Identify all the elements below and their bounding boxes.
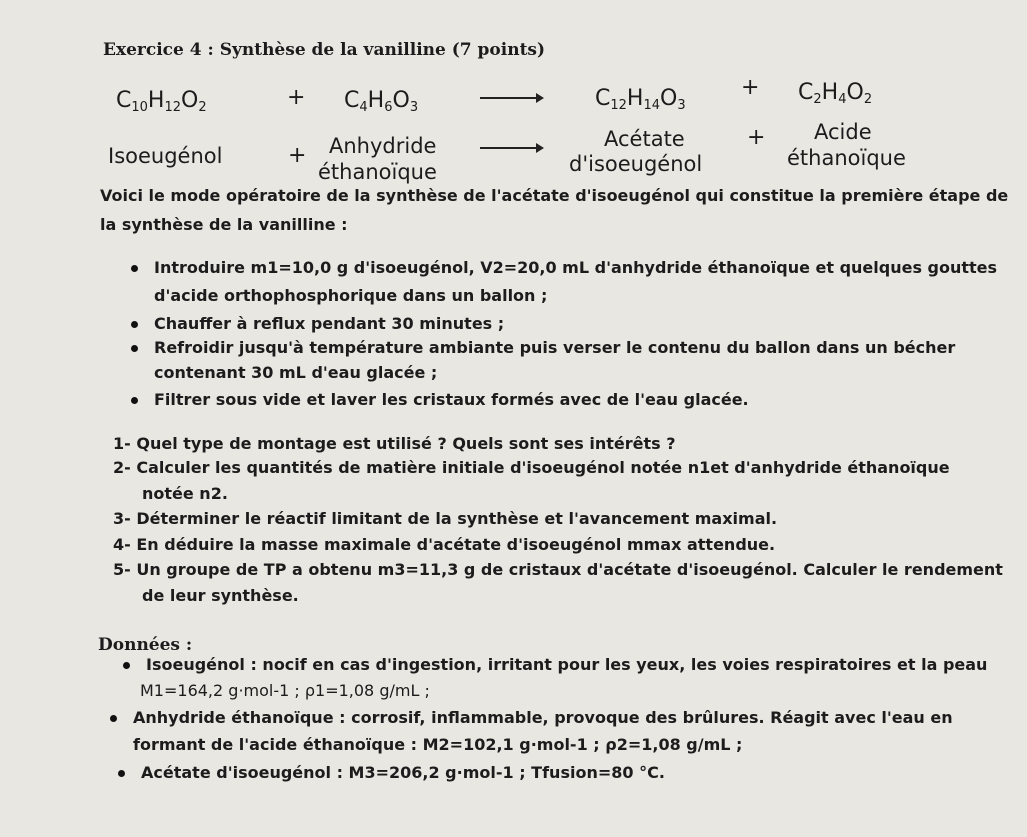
- procedure-step: Introduire m1=10,0 g d'isoeugénol, V2=20,0 mL d'anhydride éthanoïque et quelques gouttes: [154, 258, 998, 277]
- question-3: 3- Déterminer le réactif limitant de la synthèse et l'avancement maximal.: [113, 509, 778, 528]
- intro-line-1: Voici le mode opératoire de la synthèse de l'acétate d'isoeugénol qui constitue la première étape de: [100, 186, 1009, 205]
- product1-name-line1: Acétate: [604, 127, 685, 151]
- exercise-title: Exercice 4 : Synthèse de la vanilline (7 points): [103, 40, 546, 60]
- question-5-cont: de leur synthèse.: [142, 586, 299, 605]
- procedure-step-cont: d'acide orthophosphorique dans un ballon ;: [154, 286, 548, 305]
- question-5: 5- Un groupe de TP a obtenu m3=11,3 g de cristaux d'acétate d'isoeugénol. Calculer le rendement: [113, 560, 1003, 579]
- reactant2-name-line1: Anhydride: [329, 134, 437, 158]
- product2-name-line1: Acide: [814, 120, 872, 144]
- procedure-step: Chauffer à reflux pendant 30 minutes ;: [154, 314, 505, 333]
- question-4: 4- En déduire la masse maximale d'acétate d'isoeugénol mmax attendue.: [113, 535, 776, 554]
- reactant2-formula: $C_4H_6O_3$: [344, 88, 419, 115]
- plus-sign: +: [288, 143, 307, 168]
- reactant1-formula: $C_{10}H_{12}O_2$: [116, 88, 207, 115]
- procedure-step: Refroidir jusqu'à température ambiante puis verser le contenu du ballon dans un bécher: [154, 338, 956, 357]
- question-2-cont: notée n2.: [142, 484, 228, 503]
- reaction-arrow: [480, 97, 542, 99]
- data-item: Anhydride éthanoïque : corrosif, inflammable, provoque des brûlures. Réagit avec l'eau en: [133, 708, 953, 727]
- product2-formula: $C_2H_4O_2$: [798, 80, 873, 107]
- intro-line-2: la synthèse de la vanilline :: [100, 215, 348, 234]
- product1-formula: $C_{12}H_{14}O_3$: [595, 86, 686, 113]
- product2-name-line2: éthanoïque: [787, 146, 906, 170]
- plus-sign: +: [747, 125, 766, 150]
- data-item: Isoeugénol : nocif en cas d'ingestion, irritant pour les yeux, les voies respiratoires et la peau: [146, 655, 988, 674]
- data-item-cont: formant de l'acide éthanoïque : M2=102,1 g·mol-1 ; ρ2=1,08 g/mL ;: [133, 735, 743, 754]
- data-heading: Données :: [98, 635, 193, 655]
- question-1: 1- Quel type de montage est utilisé ? Quels sont ses intérêts ?: [113, 434, 676, 453]
- question-2: 2- Calculer les quantités de matière initiale d'isoeugénol notée n1et d'anhydride éthanoïque: [113, 458, 950, 477]
- data-item: Acétate d'isoeugénol : M3=206,2 g·mol-1 ; Tfusion=80 °C.: [141, 763, 665, 782]
- reactant2-name-line2: éthanoïque: [318, 160, 437, 184]
- procedure-step: Filtrer sous vide et laver les cristaux formés avec de l'eau glacée.: [154, 390, 749, 409]
- plus-sign: +: [741, 75, 760, 100]
- product1-name-line2: d'isoeugénol: [569, 152, 703, 176]
- procedure-step-cont: contenant 30 mL d'eau glacée ;: [154, 363, 438, 382]
- reactant1-name: Isoeugénol: [108, 144, 223, 168]
- data-item-cont: M1=164,2 g·mol-1 ; ρ1=1,08 g/mL ;: [140, 681, 430, 700]
- reaction-arrow: [480, 147, 542, 149]
- plus-sign: +: [287, 85, 306, 110]
